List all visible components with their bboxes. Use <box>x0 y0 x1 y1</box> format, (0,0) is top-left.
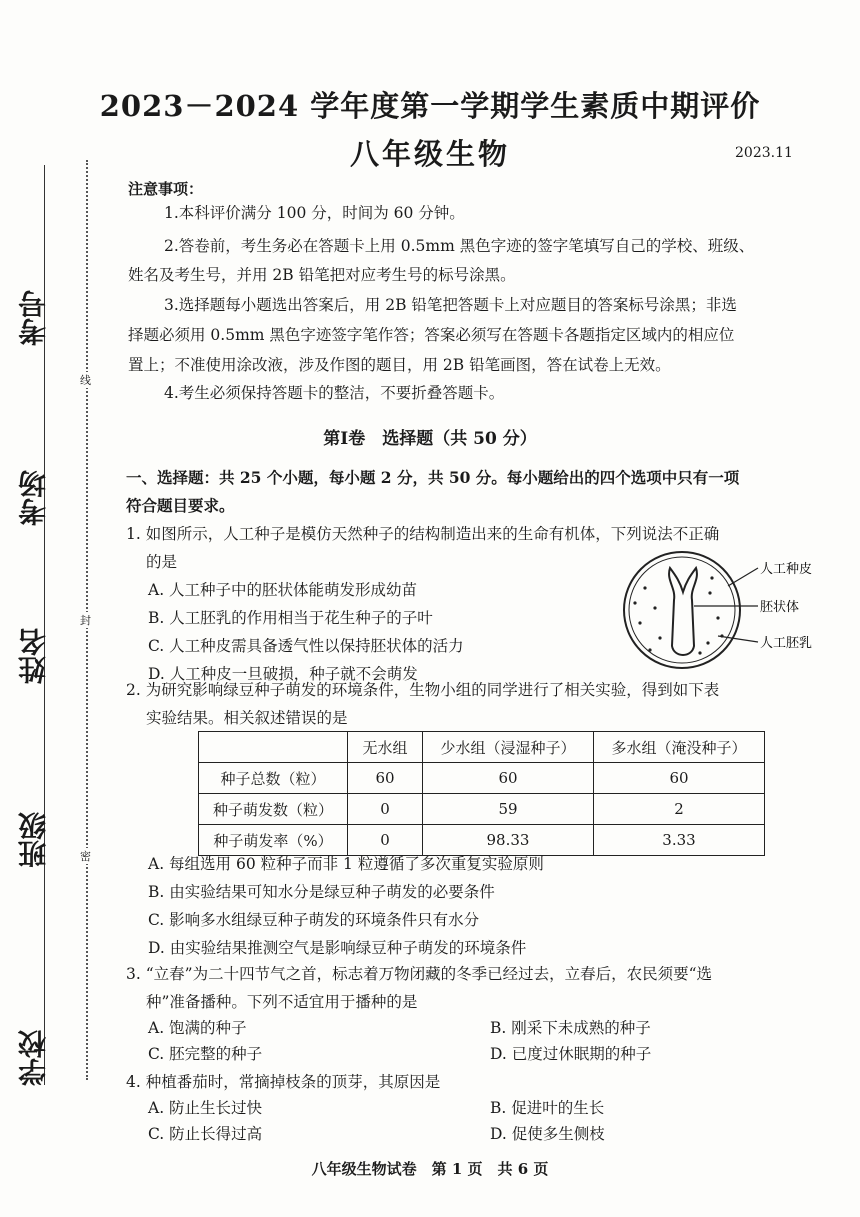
q1-option-b: B. 人工胚乳的作用相当于花生种子的子叶 <box>148 609 433 627</box>
section-title: 第Ⅰ卷 选择题（共 50 分） <box>323 429 537 449</box>
table-row <box>199 825 765 856</box>
q2-option-a: A. 每组选用 60 粒种子而非 1 粒遵循了多次重复实验原则 <box>148 855 544 873</box>
q4-option-c: C. 防止长得过高 <box>148 1125 263 1143</box>
table-row <box>199 794 765 825</box>
q1-option-a: A. 人工种子中的胚状体能萌发形成幼苗 <box>148 581 418 599</box>
table-header-row <box>199 732 765 763</box>
q1-stem: 的是 <box>146 553 178 571</box>
table-cell: 2 <box>594 794 765 825</box>
notice-item: 2.答卷前，考生务必在答题卡上用 0.5mm 黑色字迹的签字笔填写自己的学校、班级、 <box>164 237 755 255</box>
q2-option-d: D. 由实验结果推测空气是影响绿豆种子萌发的环境条件 <box>148 939 527 957</box>
q2-option-c: C. 影响多水组绿豆种子萌发的环境条件只有水分 <box>148 911 480 929</box>
notice-item: 1.本科评价满分 100 分，时间为 60 分钟。 <box>164 204 465 222</box>
sidebar-label-name: 姓名 <box>17 628 50 684</box>
table-cell: 98.33 <box>423 825 594 856</box>
q4-option-d: D. 促使多生侧枝 <box>490 1125 605 1143</box>
table-row <box>199 763 765 794</box>
exam-title: 2023－2024 学年度第一学期学生素质中期评价 <box>99 89 761 123</box>
exam-date: 2023.11 <box>735 145 793 161</box>
experiment-table <box>198 731 765 856</box>
exam-subtitle: 八年级生物 <box>349 137 510 171</box>
q1-option-d: D. 人工种皮一旦破损，种子就不会萌发 <box>148 665 418 683</box>
table-cell: 60 <box>594 763 765 794</box>
q1-stem: 1. 如图所示，人工种子是模仿天然种子的结构制造出来的生命有机体，下列说法不正确 <box>126 525 720 543</box>
table-cell: 59 <box>423 794 594 825</box>
table-cell: 3.33 <box>594 825 765 856</box>
table-cell: 种子总数（粒） <box>199 763 348 794</box>
table-cell: 无水组 <box>348 732 423 763</box>
table-cell: 多水组（淹没种子） <box>594 732 765 763</box>
section-intro: 一、选择题：共 25 个小题，每小题 2 分，共 50 分。每小题给出的四个选项中只有一项 <box>126 468 740 487</box>
notice-item: 姓名及考生号，并用 2B 铅笔把对应考生号的标号涂黑。 <box>128 266 516 284</box>
table-cell: 0 <box>348 794 423 825</box>
q4-option-b: B. 促进叶的生长 <box>490 1099 605 1117</box>
q2-stem: 2. 为研究影响绿豆种子萌发的环境条件，生物小组的同学进行了相关实验，得到如下表 <box>126 681 720 699</box>
figure-label-embryoid: 胚状体 <box>760 600 800 615</box>
page-footer: 八年级生物试卷 第 1 页 共 6 页 <box>311 1160 549 1178</box>
q3-option-c: C. 胚完整的种子 <box>148 1045 263 1063</box>
q4-stem: 4. 种植番茄时，常摘掉枝条的顶芽，其原因是 <box>126 1073 441 1091</box>
sidebar-label-school: 学校 <box>17 1030 50 1086</box>
notice-item: 置上；不准使用涂改液，涉及作图的题目，用 2B 铅笔画图，答在试卷上无效。 <box>128 356 671 374</box>
q1-option-c: C. 人工种皮需具备透气性以保持胚状体的活力 <box>148 637 464 655</box>
q3-stem: 3. “立春”为二十四节气之首，标志着万物闭藏的冬季已经过去，立春后，农民须要“选 <box>126 965 712 983</box>
seal-mark-mi: 密 <box>80 850 91 863</box>
artificial-seed-figure <box>600 548 850 678</box>
table-cell: 60 <box>348 763 423 794</box>
q3-option-a: A. 饱满的种子 <box>148 1019 247 1037</box>
notice-item: 4.考生必须保持答题卡的整洁，不要折叠答题卡。 <box>164 384 505 402</box>
table-cell <box>199 732 348 763</box>
sidebar-label-kaohao: 考号 <box>17 290 50 346</box>
figure-label-endosperm: 人工胚乳 <box>760 636 813 651</box>
notice-item: 择题必须用 0.5mm 黑色字迹签字笔作答；答案必须写在答题卡各题指定区域内的相应位 <box>128 326 735 344</box>
notice-heading: 注意事项： <box>128 180 204 198</box>
seal-mark-line: 线 <box>80 374 91 387</box>
q3-stem: 种”准备播种。下列不适宜用于播种的是 <box>146 993 418 1011</box>
q2-option-b: B. 由实验结果可知水分是绿豆种子萌发的必要条件 <box>148 883 495 901</box>
section-intro: 符合题目要求。 <box>126 496 235 515</box>
table-cell: 种子萌发数（粒） <box>199 794 348 825</box>
figure-label-seed-coat: 人工种皮 <box>760 562 813 577</box>
notice-item: 3.选择题每小题选出答案后，用 2B 铅笔把答题卡上对应题目的答案标号涂黑；非选 <box>164 296 737 314</box>
q3-option-d: D. 已度过休眠期的种子 <box>490 1045 652 1063</box>
q3-option-b: B. 刚采下未成熟的种子 <box>490 1019 651 1037</box>
table-cell: 0 <box>348 825 423 856</box>
table-cell: 种子萌发率（%） <box>199 825 348 856</box>
sidebar-label-class: 班级 <box>17 812 50 868</box>
sidebar-label-kaochang: 考场 <box>17 470 50 526</box>
table-cell: 少水组（浸湿种子） <box>423 732 594 763</box>
seal-mark-feng: 封 <box>80 614 91 627</box>
table-cell: 60 <box>423 763 594 794</box>
q2-stem: 实验结果。相关叙述错误的是 <box>146 709 348 727</box>
q4-option-a: A. 防止生长过快 <box>148 1099 263 1117</box>
